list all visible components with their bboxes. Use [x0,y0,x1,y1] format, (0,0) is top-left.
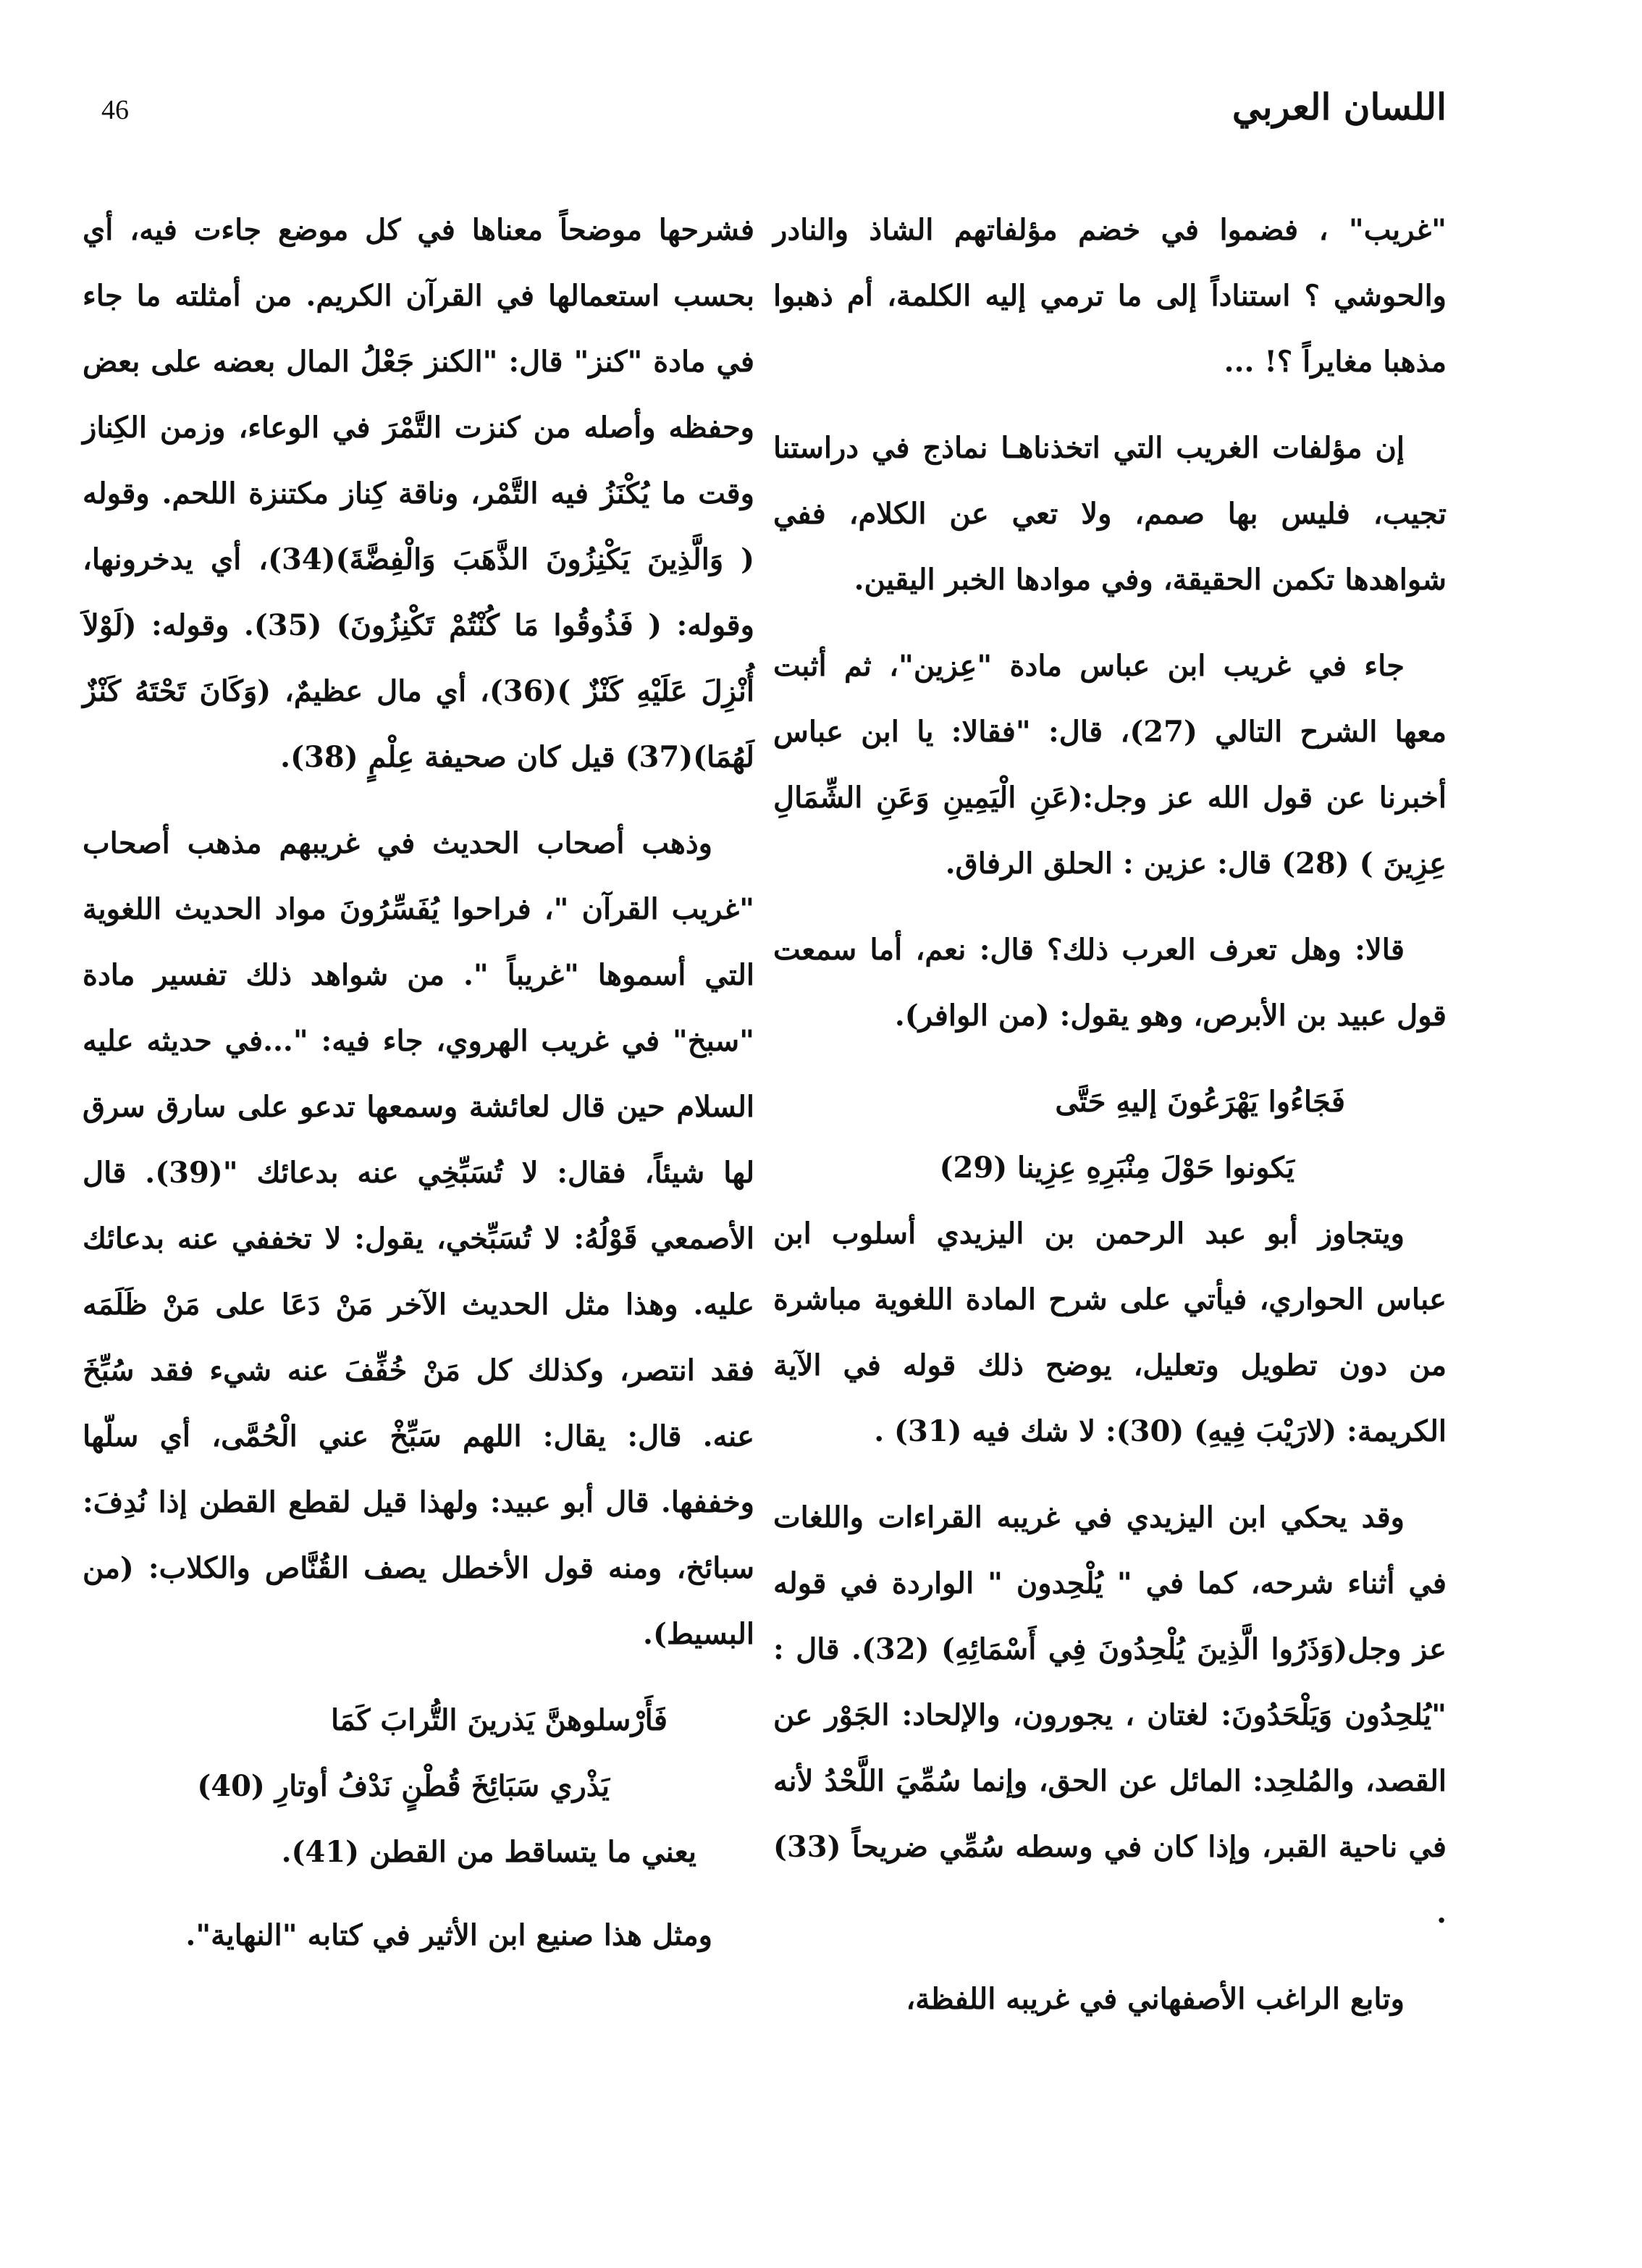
paragraph: وقد يحكي ابن اليزيدي في غريبه القراءات واللغات في أثناء شرحه، كما في " يُلْحِدون " الواردة في قوله عز وجل(وَذَرُوا الَّذِينَ يُلْحِدُونَ فِي أَسْمَائِهِ) (32). قال : "يُلحِدُون وَيَلْحَدُونَ: لغتان ، يجورون، والإلحاد: الجَوْر عن القصد، والمُلحِد: المائل عن الحق، وإنما سُمِّيَ اللَّحْدُ لأنه في ناحية القبر، وإذا كان في وسطه سُمِّي ضريحاً (33) . [773,1500,1447,1930]
verse-line: فَأَرْسلوهنَّ يَذرينَ التُّرابَ كَمَا [331,1703,668,1737]
verse-line: يَكونوا حَوْلَ مِنْبَرِهِ عِزِينا (29) [939,1151,1294,1185]
paragraph: "غريب" ، فضموا في خضم مؤلفاتهم الشاذ والنادر والحوشي ؟ استناداً إلى ما ترمي إليه الكلمة، أم ذهبوا مذهبا مغايراً ؟! ... [773,213,1447,379]
paragraph: يعني ما يتساقط من القطن (41). [281,1835,696,1869]
right-column [773,197,1447,2052]
paragraph: جاء في غريب ابن عباس مادة "عِزين"، ثم أثبت معها الشرح التالي (27)، قال: "فقالا: يا ابن عباس أخبرنا عن قول الله عز وجل:(عَنِ الْيَمِينِ وَعَنِ الشِّمَالِ عِزِينَ ) (28) قال: عزين : الحلق الرفاق. [773,649,1447,881]
verse-line: فَجَاءُوا يَهْرَعُونَ إليهِ حَتَّى [1055,1085,1345,1119]
page-number: 46 [101,95,129,125]
left-column [83,197,754,1988]
paragraph: وذهب أصحاب الحديث في غريبهم مذهب أصحاب "غريب القرآن "، فراحوا يُفَسِّرُونَ مواد الحديث اللغوية التي أسموها "غريباً ". من شواهد ذلك تفسير مادة "سبخ" في غريب الهروي، جاء فيه: "...في حديثه عليه السلام حين قال لعائشة وسمعها تدعو على سارق سرق لها شيئاً، فقال: لا تُسَبِّخِي عنه بدعائك "(39). قال الأصمعي قَوْلُهُ: لا تُسَبِّخي، يقول: لا تخففي عنه بدعائك عليه. وهذا مثل الحديث الآخر مَنْ دَعَا على مَنْ ظَلَمَه فقد انتصر، وكذلك كل مَنْ خُفِّفَ عنه شيء فقد سُبِّخَ عنه. قال: يقال: اللهم سَبِّخْ عني الْحُمَّى، أي سلّها وخففها. قال أبو عبيد: ولهذا قيل لقطع القطن إذا نُدِفَ: سبائخ، ومنه قول الأخطل يصف القُنَّاص والكلاب: (من البسيط). [83,826,755,1651]
paragraph: إن مؤلفات الغريب التي اتخذناهـا نماذج في دراستنا تجيب، فليس بها صمم، ولا تعي عن الكلام، ففي شواهدها تكمن الحقيقة، وفي موادها الخبر اليقين. [773,431,1447,597]
paragraph: ومثل هذا صنيع ابن الأثير في كتابه "النهاية". [185,1918,712,1952]
verse-line: يَذْري سَبَائِخَ قُطْنٍ نَدْفُ أوتارِ (40) [197,1769,610,1803]
paragraph: وتابع الراغب الأصفهاني في غريبه اللفظة، [906,1982,1405,2016]
paragraph: ويتجاوز أبو عبد الرحمن بن اليزيدي أسلوب ابن عباس الحواري، فيأتي على شرح المادة اللغوية مباشرة من دون تطويل وتعليل، يوضح ذلك قوله في الآية الكريمة: (لارَيْبَ فِيهِ) (30): لا شك فيه (31) . [773,1217,1447,1448]
paragraph: قالا: وهل تعرف العرب ذلك؟ قال: نعم، أما سمعت قول عبيد بن الأبرص، وهو يقول: (من الوافر). [773,933,1447,1033]
journal-title: اللسان العربي [1232,85,1447,128]
paragraph: فشرحها موضحاً معناها في كل موضع جاءت فيه، أي بحسب استعمالها في القرآن الكريم. من أمثلته ما جاء في مادة "كنز" قال: "الكنز جَعْلُ المال بعضه على بعض وحفظه وأصله من كنزت التَّمْرَ في الوعاء، وزمن الكِناز وقت ما يُكْنَزُ فيه التَّمْر، وناقة كِناز مكتنزة اللحم. وقوله ( وَالَّذِينَ يَكْنِزُونَ الذَّهَبَ وَالْفِضَّةَ)(34)، أي يدخرونها، وقوله: ( فَذُوقُوا مَا كُنْتُمْ تَكْنِزُونَ) (35). وقوله: (لَوْلاَ أُنْزِلَ عَلَيْهِ كَنْزٌ )(36)، أي مال عظيمٌ، (وَكَانَ تَحْتَهُ كَنْزٌ لَهُمَا)(37) قيل كان صحيفة عِلْمٍ (38). [83,213,754,774]
